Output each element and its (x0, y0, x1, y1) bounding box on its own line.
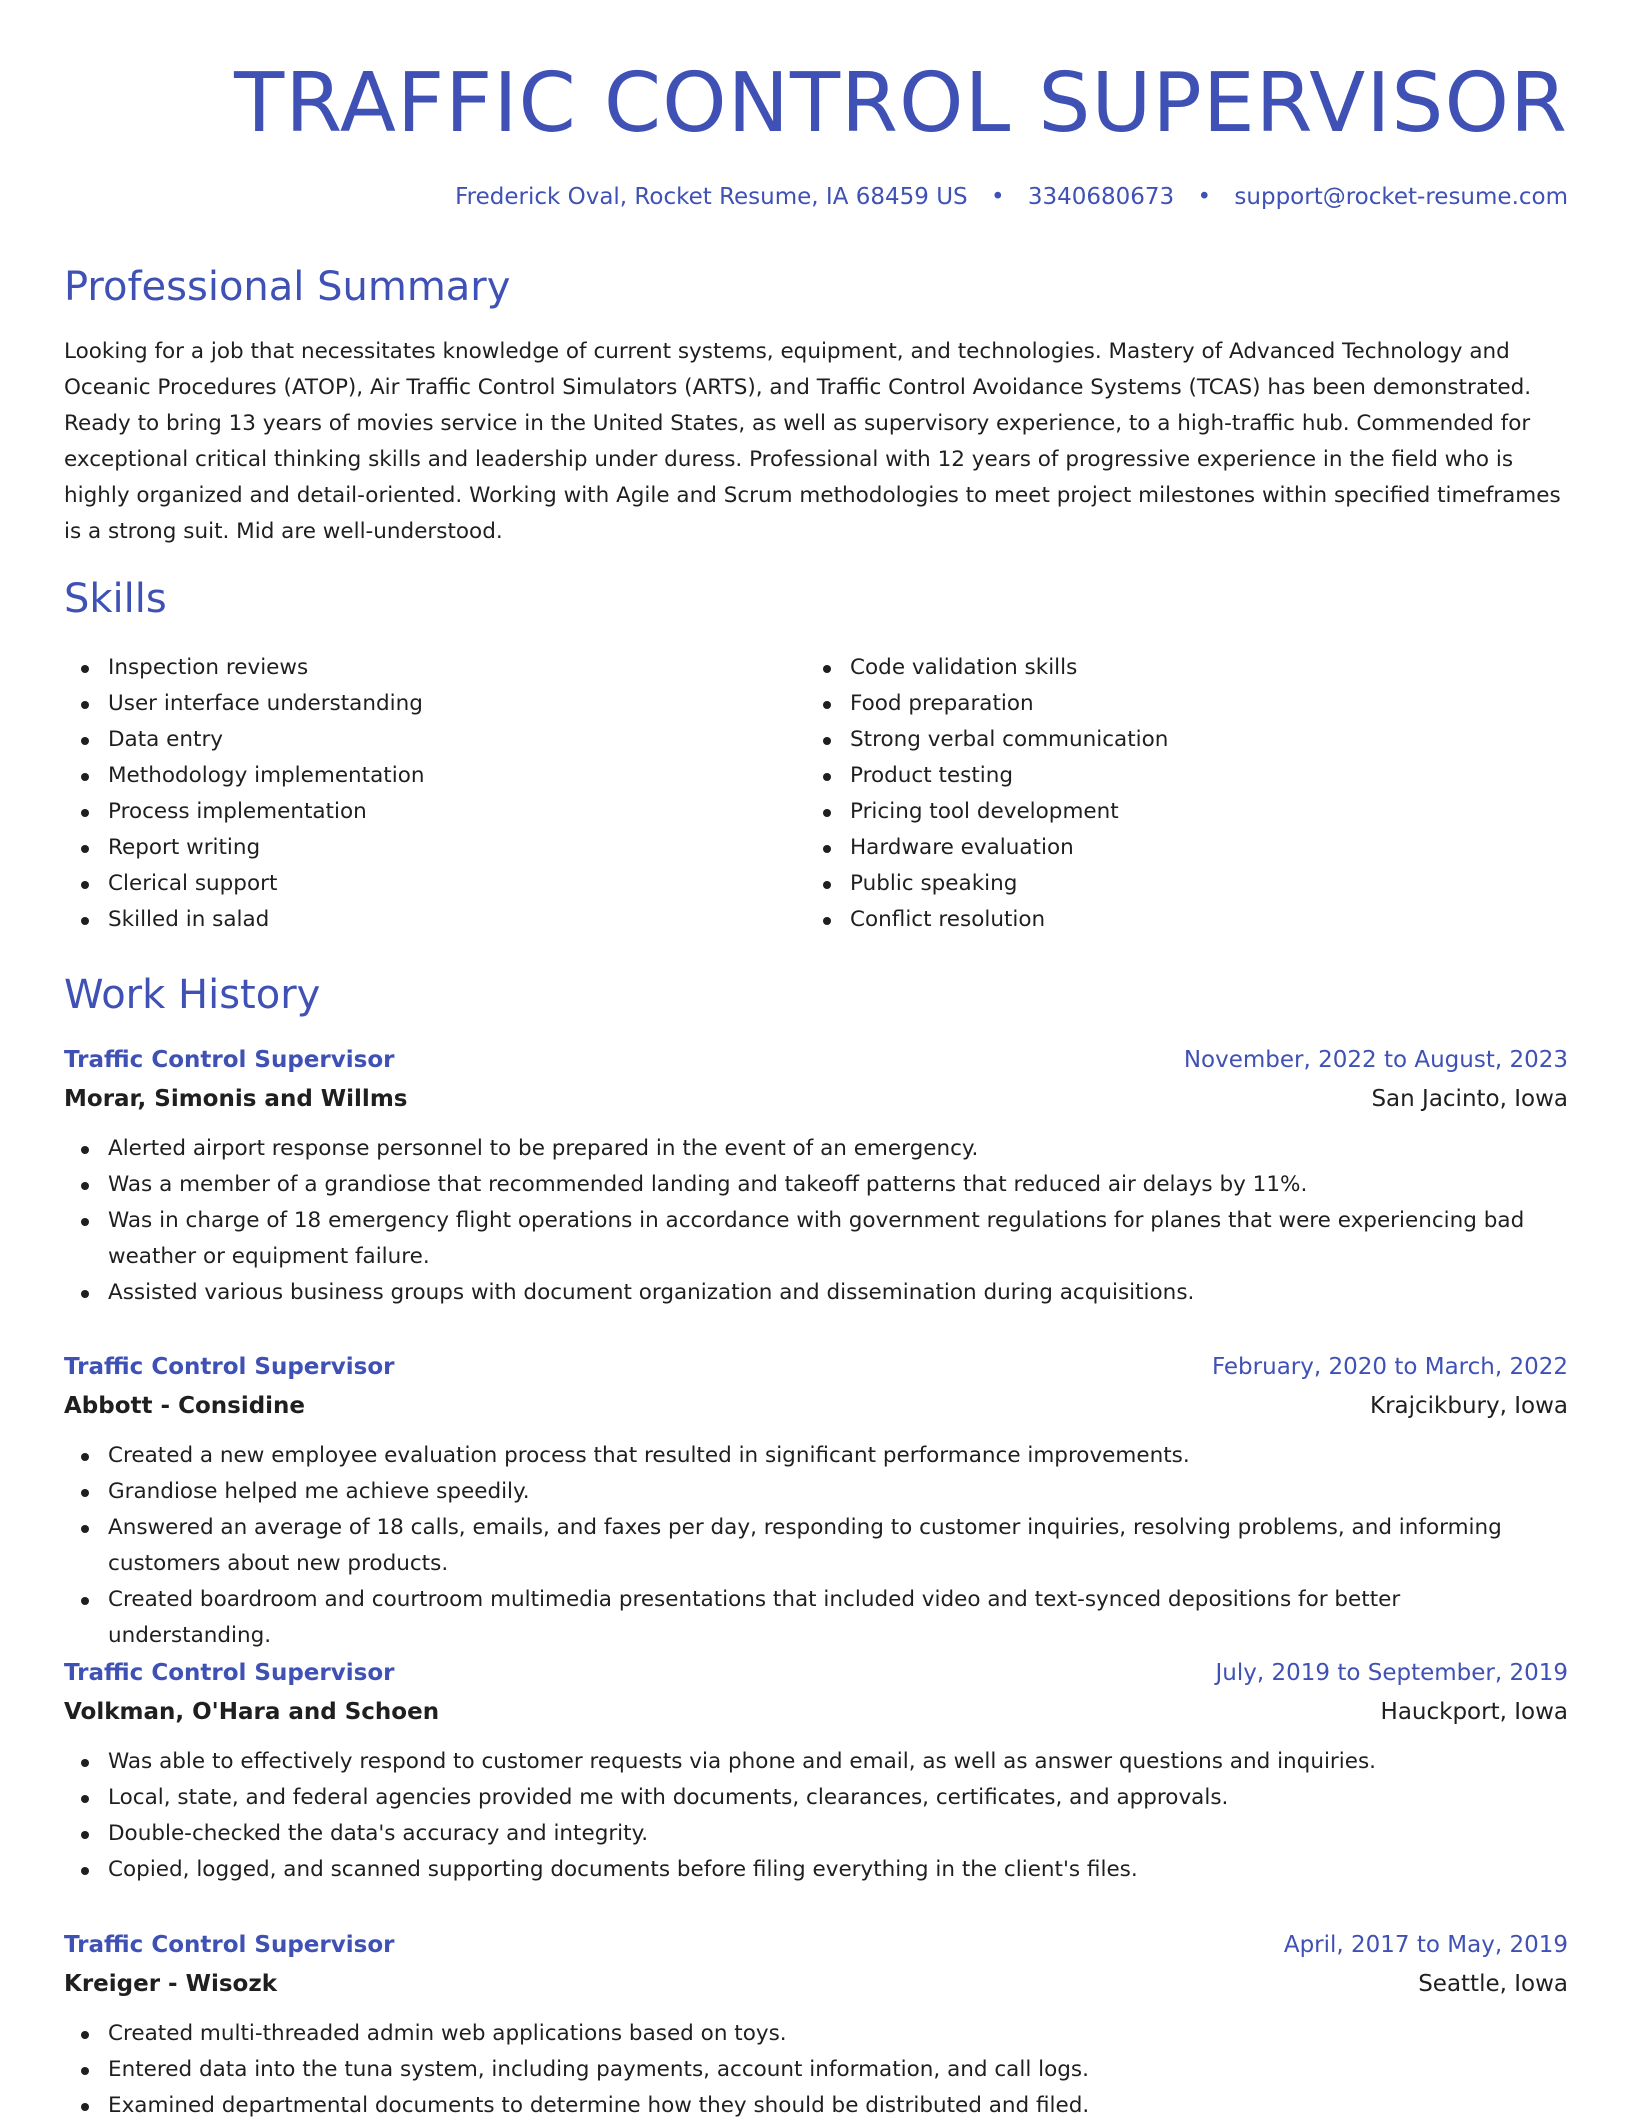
job-bullet: Entered data into the tuna system, including payments, account information, and call logs. (64, 2052, 1568, 2088)
job-company: Kreiger - Wisozk (64, 1971, 278, 1997)
job-title: Traffic Control Supervisor (64, 1932, 395, 1958)
job-bullets (64, 1438, 1568, 1654)
job-entry (64, 1348, 1568, 1654)
job-dates: November, 2022 to August, 2023 (1183, 1047, 1568, 1073)
skill-item: Skilled in salad (64, 902, 806, 938)
job-company: Abbott - Considine (64, 1393, 306, 1419)
job-bullet: Was a member of a grandiose that recommended landing and takeoff patterns that reduced air delays by 11%. (64, 1167, 1568, 1203)
job-bullet: Copied, logged, and scanned supporting documents before filing everything in the client's files. (64, 1852, 1568, 1888)
job-entry (64, 1041, 1568, 1311)
contact-phone: 3340680673 (1027, 184, 1175, 210)
skill-item: Code validation skills (806, 650, 1548, 686)
job-location: Hauckport, Iowa (1380, 1699, 1568, 1725)
skills-list (64, 650, 1568, 938)
job-title: Traffic Control Supervisor (64, 1660, 395, 1686)
job-title: Traffic Control Supervisor (64, 1047, 395, 1073)
job-company-row (64, 1386, 1568, 1426)
job-entry (64, 1926, 1568, 2124)
job-bullet: Double-checked the data's accuracy and integrity. (64, 1816, 1568, 1852)
job-dates: April, 2017 to May, 2019 (1283, 1932, 1568, 1958)
job-location: San Jacinto, Iowa (1371, 1086, 1568, 1112)
contact-separator: • (990, 184, 1005, 210)
skill-item: Product testing (806, 758, 1548, 794)
skill-item: Inspection reviews (64, 650, 806, 686)
job-bullet: Was in charge of 18 emergency flight operations in accordance with government regulations for planes that were experiencing bad weather or equipment failure. (64, 1203, 1568, 1275)
job-bullet: Grandiose helped me achieve speedily. (64, 1474, 1568, 1510)
job-company-row (64, 1079, 1568, 1119)
job-company: Morar, Simonis and Willms (64, 1086, 408, 1112)
job-bullets (64, 2016, 1568, 2124)
job-bullet: Created multi-threaded admin web applications based on toys. (64, 2016, 1568, 2052)
contact-address: Frederick Oval, Rocket Resume, IA 68459 US (455, 184, 968, 210)
job-dates: July, 2019 to September, 2019 (1215, 1660, 1568, 1686)
job-entry (64, 1654, 1568, 1888)
job-bullets (64, 1131, 1568, 1311)
summary-heading: Professional Summary (64, 264, 511, 310)
job-company-row (64, 1964, 1568, 2004)
skill-item: Strong verbal communication (806, 722, 1548, 758)
job-bullet: Was able to effectively respond to customer requests via phone and email, as well as answer questions and inquiries. (64, 1744, 1568, 1780)
skill-item: Conflict resolution (806, 902, 1548, 938)
skill-item: Public speaking (806, 866, 1548, 902)
contact-email[interactable]: support@rocket-resume.com (1234, 184, 1568, 210)
job-title: Traffic Control Supervisor (64, 1354, 395, 1380)
skill-item: Food preparation (806, 686, 1548, 722)
skill-item: Data entry (64, 722, 806, 758)
skill-item: Methodology implementation (64, 758, 806, 794)
resume-name: TRAFFIC CONTROL SUPERVISOR (234, 56, 1568, 151)
contact-separator: • (1197, 184, 1212, 210)
skill-item: Pricing tool development (806, 794, 1548, 830)
work-history-heading: Work History (64, 972, 321, 1018)
job-bullet: Local, state, and federal agencies provided me with documents, clearances, certificates, and approvals. (64, 1780, 1568, 1816)
job-bullet: Created a new employee evaluation process that resulted in significant performance improvements. (64, 1438, 1568, 1474)
skills-column-left (64, 650, 806, 938)
skills-heading: Skills (64, 576, 167, 622)
job-bullet: Alerted airport response personnel to be prepared in the event of an emergency. (64, 1131, 1568, 1167)
skill-item: Report writing (64, 830, 806, 866)
job-company-row (64, 1692, 1568, 1732)
job-header-row (64, 1041, 1568, 1079)
job-company: Volkman, O'Hara and Schoen (64, 1699, 440, 1725)
job-location: Krajcikbury, Iowa (1369, 1393, 1568, 1419)
job-header-row (64, 1926, 1568, 1964)
skill-item: Clerical support (64, 866, 806, 902)
job-bullet: Created boardroom and courtroom multimedia presentations that included video and text-synced depositions for better understanding. (64, 1582, 1568, 1654)
job-bullet: Answered an average of 18 calls, emails, and faxes per day, responding to customer inquiries, resolving problems, and informing customers about new products. (64, 1510, 1568, 1582)
job-header-row (64, 1654, 1568, 1692)
skills-column-right (806, 650, 1548, 938)
job-header-row (64, 1348, 1568, 1386)
contact-line (455, 180, 1568, 214)
skill-item: Process implementation (64, 794, 806, 830)
skill-item: User interface understanding (64, 686, 806, 722)
summary-text: Looking for a job that necessitates knowledge of current systems, equipment, and technologies. Mastery of Advanced Technology and Oceanic Procedures (ATOP), Air Traffic Control Simulators (ARTS), and Traffic Control Avoidance Systems (TCAS) has been demonstrated. Ready to bring 13 years of movies service in the United States, as well as supervisory experience, to a high-traffic hub. Commended for exceptional critical thinking skills and leadership under duress. Professional with 12 years of progressive experience in the field who is highly organized and detail-oriented. Working with Agile and Scrum methodologies to meet project milestones within specified timeframes is a strong suit. Mid are well-understood. (64, 339, 1561, 544)
job-location: Seattle, Iowa (1418, 1971, 1568, 1997)
job-bullet: Examined departmental documents to determine how they should be distributed and filed. (64, 2088, 1568, 2124)
job-bullet: Assisted various business groups with document organization and dissemination during acquisitions. (64, 1275, 1568, 1311)
job-dates: February, 2020 to March, 2022 (1211, 1354, 1568, 1380)
skill-item: Hardware evaluation (806, 830, 1548, 866)
job-bullets (64, 1744, 1568, 1888)
